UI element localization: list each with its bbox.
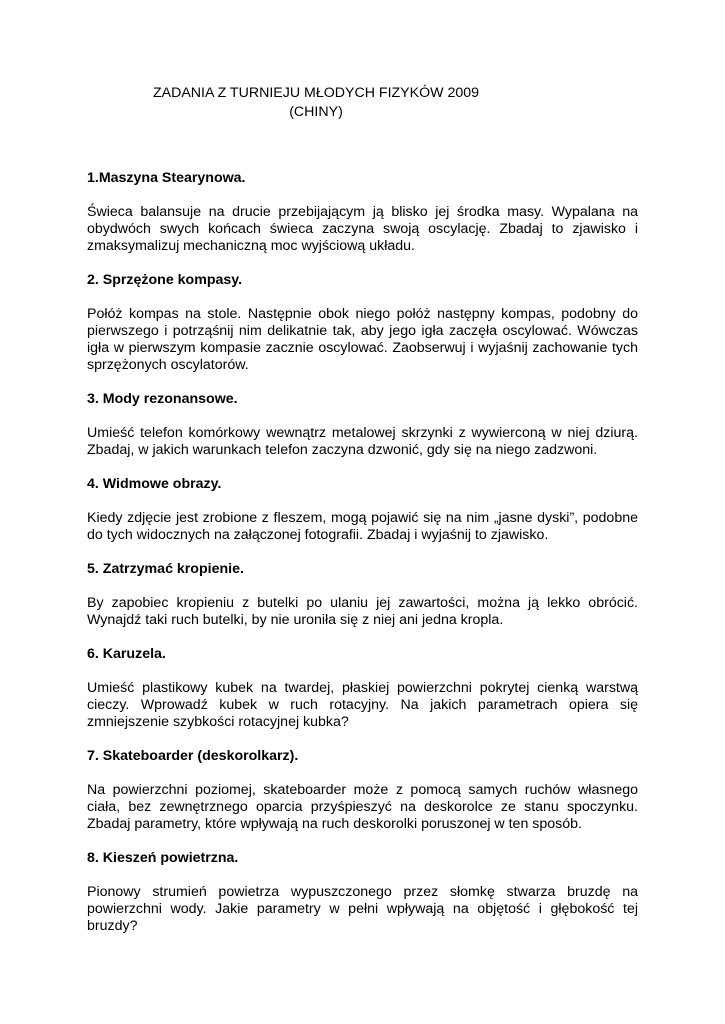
task-1 [87,170,638,255]
task-list [87,170,638,952]
task-body: Pionowy strumień powietrza wypuszczonego przez słomkę stwarza bruzdę na powierzchni wody. Jakie parametry w pełni wpływają na objętość i głębokość tej bruzdy? [87,884,638,934]
task-8 [87,850,638,935]
task-heading: 7. Skateboarder (deskorolkarz). [87,748,299,764]
task-heading: 4. Widmowe obrazy. [87,476,222,492]
task-body: Kiedy zdjęcie jest zrobione z fleszem, mogą pojawić się na nim „jasne dyski”, podobne do tych widocznych na załączonej fotografii. Zbadaj i wyjaśnij to zjawisko. [87,510,638,543]
task-heading: 8. Kieszeń powietrzna. [87,850,239,866]
task-2 [87,272,638,374]
task-heading: 2. Sprzężone kompasy. [87,272,243,288]
task-body: Na powierzchni poziomej, skateboarder może z pomocą samych ruchów własnego ciała, bez zewnętrznego oparcia przyśpieszyć na deskorolce ze stanu spoczynku. Zbadaj parametry, które wpływają na ruch deskorolki poruszonej w ten sposób. [87,782,638,832]
task-body: By zapobiec kropieniu z butelki po ulaniu jej zawartości, można ją lekko obrócić. Wynajdź taki ruch butelki, by nie uroniła się z niej ani jedna kropla. [87,595,638,628]
task-7 [87,748,638,833]
task-body: Świeca balansuje na drucie przebijającym ją blisko jej środka masy. Wypalana na obydwóch swych końcach świeca zaczyna swoją oscylację. Zbadaj to zjawisko i zmaksymalizuj mechaniczną moc wyjściową układu. [87,204,638,254]
title-line-2: (CHINY) [289,104,343,120]
title-line-1: ZADANIA Z TURNIEJU MŁODYCH FIZYKÓW 2009 [152,85,480,101]
document-title [86,84,546,122]
task-3 [87,391,638,459]
task-4 [87,476,638,544]
task-heading: 6. Karuzela. [87,646,166,662]
task-6 [87,646,638,731]
task-heading: 3. Mody rezonansowe. [87,391,238,407]
task-body: Umieść telefon komórkowy wewnątrz metalowej skrzynki z wywierconą w niej dziurą. Zbadaj, w jakich warunkach telefon zaczyna dzwonić, gdy się na niego zadzwoni. [87,425,638,458]
task-5 [87,561,638,629]
task-heading: 5. Zatrzymać kropienie. [87,561,244,577]
task-body: Umieść plastikowy kubek na twardej, płaskiej powierzchni pokrytej cienką warstwą cieczy. Wprowadź kubek w ruch rotacyjny. Na jakich parametrach opiera się zmniejszenie szybkości rotacyjnej kubka? [87,680,638,730]
task-heading: 1.Maszyna Stearynowa. [87,170,246,186]
task-body: Połóż kompas na stole. Następnie obok niego połóż następny kompas, podobny do pierwszego i potrząśnij nim delikatnie tak, aby jego igła zaczęła oscylować. Wówczas igła w pierwszym kompasie zacznie oscylować. Zaobserwuj i wyjaśnij zachowanie tych sprzężonych oscylatorów. [87,306,638,373]
